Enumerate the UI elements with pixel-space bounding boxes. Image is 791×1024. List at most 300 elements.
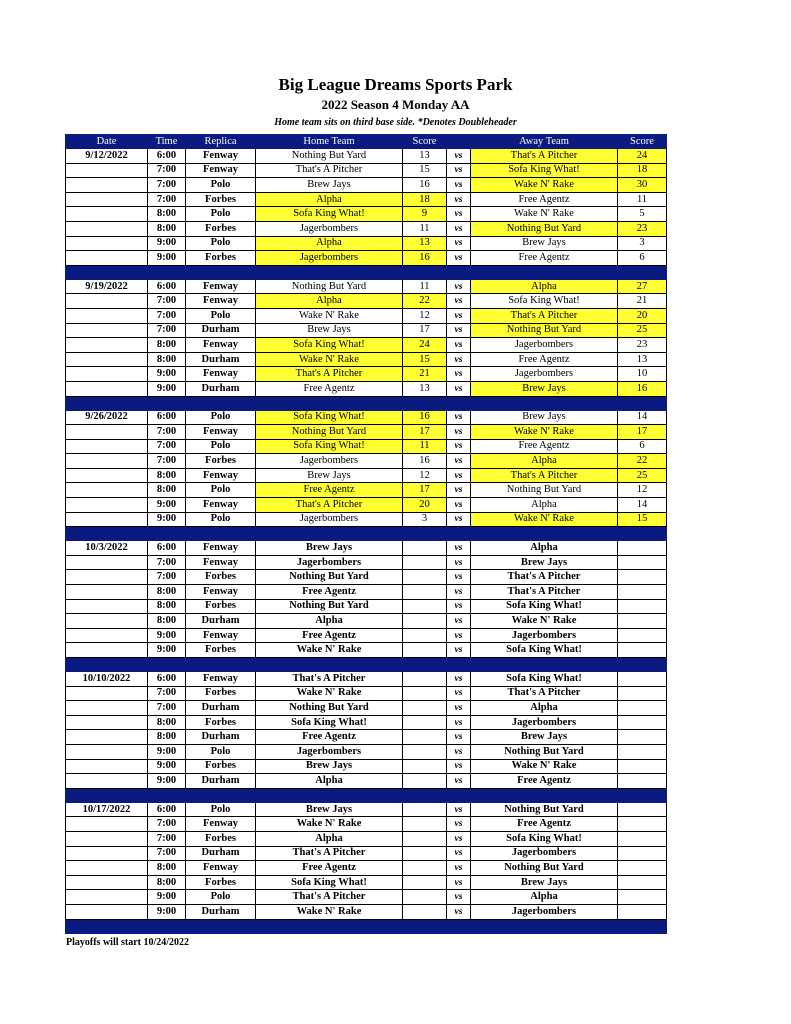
away-score-cell: 17 <box>618 425 667 440</box>
home-score-cell <box>403 817 447 832</box>
time-cell: 7:00 <box>148 701 186 716</box>
home-team-cell: Wake N' Rake <box>256 686 403 701</box>
home-team-cell: Jagerbombers <box>256 744 403 759</box>
replica-cell: Polo <box>186 308 256 323</box>
away-team-cell: Wake N' Rake <box>471 207 618 222</box>
home-score-cell: 16 <box>403 251 447 266</box>
separator-cell <box>186 527 256 541</box>
date-cell <box>66 207 148 222</box>
date-cell <box>66 890 148 905</box>
separator-cell <box>66 396 148 410</box>
separator-cell <box>471 658 618 672</box>
vs-cell: vs <box>447 425 471 440</box>
page-subtitle: 2022 Season 4 Monday AA <box>321 97 470 112</box>
week-separator-row <box>66 527 667 541</box>
away-score-cell <box>618 744 667 759</box>
replica-cell: Forbes <box>186 759 256 774</box>
home-team-cell: Alpha <box>256 192 403 207</box>
replica-cell: Durham <box>186 381 256 396</box>
away-team-cell: That's A Pitcher <box>471 585 618 600</box>
home-score-cell: 24 <box>403 338 447 353</box>
away-score-cell <box>618 614 667 629</box>
time-cell: 9:00 <box>148 904 186 919</box>
away-score-cell: 23 <box>618 338 667 353</box>
replica-cell: Durham <box>186 614 256 629</box>
replica-cell: Fenway <box>186 163 256 178</box>
column-header-vs <box>447 135 471 149</box>
separator-cell <box>403 396 447 410</box>
table-row <box>66 425 667 440</box>
replica-cell: Fenway <box>186 672 256 687</box>
away-score-cell <box>618 555 667 570</box>
vs-cell: vs <box>447 468 471 483</box>
away-score-cell <box>618 802 667 817</box>
away-score-cell <box>618 890 667 905</box>
away-score-cell <box>618 730 667 745</box>
replica-cell: Fenway <box>186 425 256 440</box>
time-cell: 8:00 <box>148 207 186 222</box>
column-header-time: Time <box>148 135 186 149</box>
time-cell: 9:00 <box>148 367 186 382</box>
vs-cell: vs <box>447 831 471 846</box>
vs-cell: vs <box>447 875 471 890</box>
away-team-cell: That's A Pitcher <box>471 686 618 701</box>
vs-cell: vs <box>447 774 471 789</box>
separator-cell <box>447 396 471 410</box>
replica-cell: Durham <box>186 701 256 716</box>
home-score-cell <box>403 628 447 643</box>
home-team-cell: Sofa King What! <box>256 410 403 425</box>
replica-cell: Polo <box>186 439 256 454</box>
away-team-cell: Wake N' Rake <box>471 614 618 629</box>
table-row <box>66 512 667 527</box>
replica-cell: Fenway <box>186 817 256 832</box>
date-cell <box>66 875 148 890</box>
table-row <box>66 381 667 396</box>
away-score-cell <box>618 541 667 556</box>
home-score-cell: 12 <box>403 308 447 323</box>
vs-cell: vs <box>447 352 471 367</box>
away-score-cell: 14 <box>618 498 667 513</box>
date-cell <box>66 308 148 323</box>
away-score-cell <box>618 774 667 789</box>
away-team-cell: Wake N' Rake <box>471 512 618 527</box>
away-team-cell: Sofa King What! <box>471 831 618 846</box>
table-row <box>66 774 667 789</box>
table-row <box>66 207 667 222</box>
home-score-cell <box>403 614 447 629</box>
away-team-cell: Free Agentz <box>471 774 618 789</box>
home-score-cell: 13 <box>403 236 447 251</box>
separator-cell <box>186 396 256 410</box>
away-score-cell: 12 <box>618 483 667 498</box>
replica-cell: Polo <box>186 890 256 905</box>
away-team-cell: Wake N' Rake <box>471 178 618 193</box>
vs-cell: vs <box>447 715 471 730</box>
separator-cell <box>66 658 148 672</box>
replica-cell: Forbes <box>186 831 256 846</box>
home-team-cell: Nothing But Yard <box>256 599 403 614</box>
replica-cell: Forbes <box>186 715 256 730</box>
home-score-cell <box>403 599 447 614</box>
separator-cell <box>148 265 186 279</box>
separator-cell <box>618 396 667 410</box>
table-row <box>66 570 667 585</box>
replica-cell: Fenway <box>186 367 256 382</box>
table-row <box>66 468 667 483</box>
home-score-cell: 17 <box>403 425 447 440</box>
replica-cell: Forbes <box>186 251 256 266</box>
replica-cell: Fenway <box>186 279 256 294</box>
table-row <box>66 846 667 861</box>
away-score-cell <box>618 846 667 861</box>
replica-cell: Fenway <box>186 294 256 309</box>
footer-note: Playoffs will start 10/24/2022 <box>66 937 190 948</box>
home-team-cell: Brew Jays <box>256 541 403 556</box>
home-score-cell: 13 <box>403 381 447 396</box>
home-score-cell: 22 <box>403 294 447 309</box>
separator-cell <box>66 265 148 279</box>
date-cell <box>66 701 148 716</box>
home-team-cell: Alpha <box>256 614 403 629</box>
home-team-cell: Jagerbombers <box>256 555 403 570</box>
time-cell: 7:00 <box>148 294 186 309</box>
home-score-cell <box>403 846 447 861</box>
away-score-cell <box>618 643 667 658</box>
table-row <box>66 672 667 687</box>
home-score-cell: 16 <box>403 410 447 425</box>
home-score-cell <box>403 672 447 687</box>
separator-cell <box>471 788 618 802</box>
vs-cell: vs <box>447 686 471 701</box>
table-row <box>66 715 667 730</box>
date-cell <box>66 628 148 643</box>
vs-cell: vs <box>447 163 471 178</box>
date-cell <box>66 555 148 570</box>
table-row <box>66 686 667 701</box>
vs-cell: vs <box>447 178 471 193</box>
away-score-cell <box>618 686 667 701</box>
vs-cell: vs <box>447 541 471 556</box>
away-score-cell: 5 <box>618 207 667 222</box>
away-score-cell <box>618 570 667 585</box>
schedule-table <box>65 134 667 934</box>
time-cell: 8:00 <box>148 221 186 236</box>
time-cell: 7:00 <box>148 846 186 861</box>
away-team-cell: Alpha <box>471 541 618 556</box>
away-team-cell: Sofa King What! <box>471 599 618 614</box>
time-cell: 8:00 <box>148 599 186 614</box>
table-row <box>66 308 667 323</box>
away-team-cell: That's A Pitcher <box>471 308 618 323</box>
home-score-cell: 3 <box>403 512 447 527</box>
date-cell <box>66 730 148 745</box>
replica-cell: Durham <box>186 730 256 745</box>
date-cell <box>66 251 148 266</box>
table-row <box>66 163 667 178</box>
separator-cell <box>148 527 186 541</box>
home-team-cell: Sofa King What! <box>256 439 403 454</box>
separator-cell <box>403 527 447 541</box>
home-team-cell: Free Agentz <box>256 585 403 600</box>
date-cell <box>66 744 148 759</box>
away-team-cell: Nothing But Yard <box>471 802 618 817</box>
time-cell: 7:00 <box>148 817 186 832</box>
separator-cell <box>66 527 148 541</box>
away-team-cell: Alpha <box>471 498 618 513</box>
separator-cell <box>186 919 256 933</box>
home-team-cell: Alpha <box>256 831 403 846</box>
home-team-cell: That's A Pitcher <box>256 367 403 382</box>
home-score-cell: 17 <box>403 323 447 338</box>
time-cell: 8:00 <box>148 468 186 483</box>
vs-cell: vs <box>447 221 471 236</box>
separator-cell <box>447 919 471 933</box>
away-score-cell: 22 <box>618 454 667 469</box>
table-row <box>66 817 667 832</box>
time-cell: 9:00 <box>148 759 186 774</box>
away-team-cell: Nothing But Yard <box>471 323 618 338</box>
replica-cell: Polo <box>186 178 256 193</box>
home-score-cell: 15 <box>403 352 447 367</box>
separator-cell <box>618 658 667 672</box>
away-team-cell: Jagerbombers <box>471 904 618 919</box>
home-team-cell: Wake N' Rake <box>256 817 403 832</box>
home-team-cell: Nothing But Yard <box>256 149 403 164</box>
home-team-cell: Alpha <box>256 236 403 251</box>
separator-cell <box>256 919 403 933</box>
vs-cell: vs <box>447 381 471 396</box>
home-team-cell: Brew Jays <box>256 759 403 774</box>
table-header-row <box>66 135 667 149</box>
vs-cell: vs <box>447 251 471 266</box>
away-team-cell: Alpha <box>471 890 618 905</box>
away-score-cell <box>618 715 667 730</box>
away-score-cell: 3 <box>618 236 667 251</box>
vs-cell: vs <box>447 846 471 861</box>
home-score-cell <box>403 774 447 789</box>
away-score-cell: 27 <box>618 279 667 294</box>
away-team-cell: Nothing But Yard <box>471 861 618 876</box>
away-team-cell: Jagerbombers <box>471 338 618 353</box>
away-team-cell: That's A Pitcher <box>471 468 618 483</box>
replica-cell: Durham <box>186 774 256 789</box>
home-score-cell: 18 <box>403 192 447 207</box>
date-cell <box>66 643 148 658</box>
away-score-cell: 15 <box>618 512 667 527</box>
away-score-cell <box>618 861 667 876</box>
date-cell <box>66 454 148 469</box>
away-score-cell: 10 <box>618 367 667 382</box>
vs-cell: vs <box>447 149 471 164</box>
home-team-cell: That's A Pitcher <box>256 846 403 861</box>
date-cell <box>66 381 148 396</box>
replica-cell: Forbes <box>186 643 256 658</box>
vs-cell: vs <box>447 730 471 745</box>
time-cell: 7:00 <box>148 439 186 454</box>
home-score-cell <box>403 643 447 658</box>
home-score-cell <box>403 744 447 759</box>
away-score-cell <box>618 831 667 846</box>
away-team-cell: That's A Pitcher <box>471 570 618 585</box>
home-team-cell: Brew Jays <box>256 323 403 338</box>
separator-cell <box>403 919 447 933</box>
vs-cell: vs <box>447 498 471 513</box>
date-cell <box>66 468 148 483</box>
replica-cell: Polo <box>186 802 256 817</box>
home-score-cell: 16 <box>403 454 447 469</box>
away-team-cell: Free Agentz <box>471 192 618 207</box>
table-row <box>66 744 667 759</box>
table-row <box>66 279 667 294</box>
time-cell: 8:00 <box>148 614 186 629</box>
vs-cell: vs <box>447 323 471 338</box>
home-score-cell <box>403 875 447 890</box>
home-score-cell <box>403 861 447 876</box>
date-cell <box>66 614 148 629</box>
home-score-cell <box>403 715 447 730</box>
table-row <box>66 875 667 890</box>
away-team-cell: Wake N' Rake <box>471 425 618 440</box>
away-score-cell: 6 <box>618 251 667 266</box>
schedule-body <box>66 149 667 934</box>
separator-cell <box>256 658 403 672</box>
date-cell <box>66 846 148 861</box>
separator-cell <box>618 788 667 802</box>
replica-cell: Forbes <box>186 570 256 585</box>
home-score-cell: 9 <box>403 207 447 222</box>
home-team-cell: Free Agentz <box>256 628 403 643</box>
away-team-cell: Sofa King What! <box>471 163 618 178</box>
replica-cell: Polo <box>186 483 256 498</box>
week-separator-row <box>66 396 667 410</box>
date-cell <box>66 570 148 585</box>
separator-cell <box>66 919 148 933</box>
home-team-cell: Free Agentz <box>256 861 403 876</box>
replica-cell: Polo <box>186 207 256 222</box>
away-team-cell: Sofa King What! <box>471 643 618 658</box>
time-cell: 7:00 <box>148 323 186 338</box>
date-cell: 10/10/2022 <box>66 672 148 687</box>
replica-cell: Durham <box>186 846 256 861</box>
home-team-cell: Jagerbombers <box>256 251 403 266</box>
away-score-cell: 30 <box>618 178 667 193</box>
table-row <box>66 483 667 498</box>
home-team-cell: Alpha <box>256 774 403 789</box>
date-cell <box>66 294 148 309</box>
separator-cell <box>256 396 403 410</box>
away-team-cell: Brew Jays <box>471 410 618 425</box>
vs-cell: vs <box>447 338 471 353</box>
away-score-cell <box>618 701 667 716</box>
vs-cell: vs <box>447 207 471 222</box>
separator-cell <box>148 788 186 802</box>
date-cell: 9/12/2022 <box>66 149 148 164</box>
away-score-cell: 25 <box>618 323 667 338</box>
home-score-cell <box>403 802 447 817</box>
table-row <box>66 599 667 614</box>
column-header-home-score: Score <box>403 135 447 149</box>
home-score-cell: 11 <box>403 279 447 294</box>
replica-cell: Polo <box>186 744 256 759</box>
table-row <box>66 614 667 629</box>
table-row <box>66 541 667 556</box>
time-cell: 9:00 <box>148 512 186 527</box>
table-row <box>66 294 667 309</box>
date-cell <box>66 178 148 193</box>
home-team-cell: Brew Jays <box>256 802 403 817</box>
home-team-cell: Nothing But Yard <box>256 279 403 294</box>
vs-cell: vs <box>447 512 471 527</box>
away-team-cell: Alpha <box>471 454 618 469</box>
away-score-cell <box>618 585 667 600</box>
replica-cell: Durham <box>186 352 256 367</box>
time-cell: 8:00 <box>148 585 186 600</box>
replica-cell: Fenway <box>186 338 256 353</box>
away-team-cell: Brew Jays <box>471 730 618 745</box>
table-row <box>66 730 667 745</box>
date-cell <box>66 338 148 353</box>
table-row <box>66 585 667 600</box>
away-team-cell: Sofa King What! <box>471 672 618 687</box>
home-score-cell <box>403 890 447 905</box>
home-team-cell: Wake N' Rake <box>256 643 403 658</box>
home-score-cell: 17 <box>403 483 447 498</box>
date-cell <box>66 352 148 367</box>
table-row <box>66 149 667 164</box>
separator-cell <box>618 919 667 933</box>
home-team-cell: Brew Jays <box>256 468 403 483</box>
time-cell: 6:00 <box>148 410 186 425</box>
date-cell <box>66 817 148 832</box>
date-cell <box>66 221 148 236</box>
separator-cell <box>186 265 256 279</box>
away-team-cell: Sofa King What! <box>471 294 618 309</box>
home-score-cell <box>403 730 447 745</box>
replica-cell: Forbes <box>186 875 256 890</box>
away-team-cell: Nothing But Yard <box>471 744 618 759</box>
away-score-cell: 24 <box>618 149 667 164</box>
away-score-cell <box>618 875 667 890</box>
date-cell <box>66 163 148 178</box>
time-cell: 9:00 <box>148 744 186 759</box>
away-team-cell: Alpha <box>471 279 618 294</box>
away-score-cell: 13 <box>618 352 667 367</box>
table-row <box>66 367 667 382</box>
away-score-cell: 20 <box>618 308 667 323</box>
vs-cell: vs <box>447 890 471 905</box>
time-cell: 6:00 <box>148 672 186 687</box>
time-cell: 9:00 <box>148 498 186 513</box>
home-score-cell <box>403 904 447 919</box>
home-team-cell: Jagerbombers <box>256 221 403 236</box>
home-score-cell: 15 <box>403 163 447 178</box>
table-row <box>66 904 667 919</box>
vs-cell: vs <box>447 744 471 759</box>
time-cell: 6:00 <box>148 802 186 817</box>
home-team-cell: Sofa King What! <box>256 338 403 353</box>
replica-cell: Forbes <box>186 686 256 701</box>
vs-cell: vs <box>447 367 471 382</box>
vs-cell: vs <box>447 628 471 643</box>
away-score-cell: 6 <box>618 439 667 454</box>
table-row <box>66 555 667 570</box>
time-cell: 7:00 <box>148 570 186 585</box>
date-cell <box>66 367 148 382</box>
separator-cell <box>256 265 403 279</box>
away-team-cell: Free Agentz <box>471 439 618 454</box>
date-cell: 10/3/2022 <box>66 541 148 556</box>
